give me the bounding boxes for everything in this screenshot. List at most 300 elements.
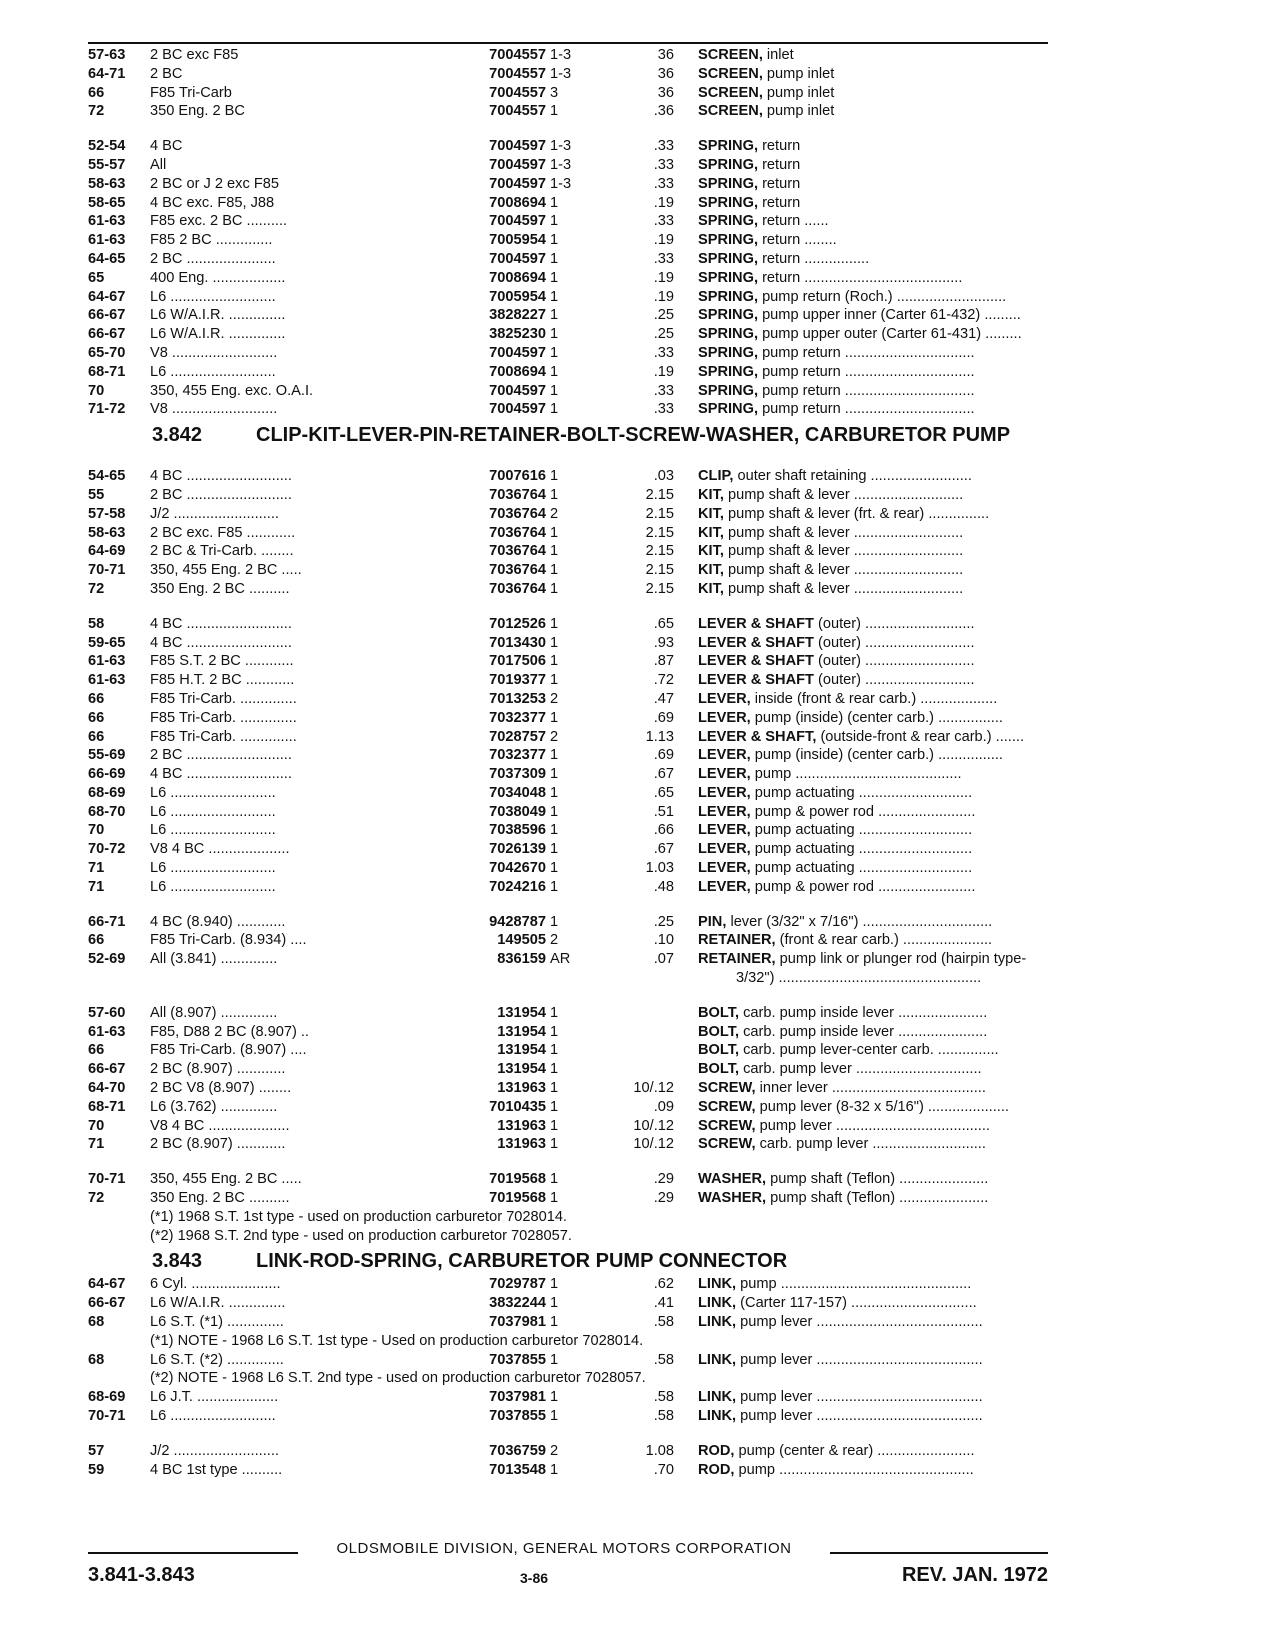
- application: L6 ..........................: [150, 878, 276, 895]
- price: .69: [653, 747, 674, 764]
- part-description: [698, 382, 1140, 401]
- model-years: 64-67: [88, 288, 126, 305]
- part-description: [698, 931, 1140, 950]
- model-years: 61-63: [88, 672, 126, 689]
- part-detail: (outer) ...........................: [813, 653, 975, 670]
- price: .33: [653, 213, 674, 230]
- parts-row: [88, 1135, 1048, 1154]
- price: .33: [653, 138, 674, 155]
- quantity: 1: [550, 401, 559, 418]
- part-description: [698, 102, 1140, 121]
- part-detail: inlet: [762, 47, 794, 63]
- parts-row: [88, 1098, 1048, 1117]
- part-description: [698, 652, 1140, 671]
- part-detail: pump ...............................................: [736, 1276, 972, 1293]
- section-heading: [88, 1249, 1048, 1275]
- application: 6 Cyl. ......................: [150, 1276, 281, 1293]
- application: 350, 455 Eng. exc. O.A.I.: [150, 382, 314, 399]
- application: V8 ..........................: [150, 344, 278, 361]
- application: L6 (3.762) ..............: [150, 1098, 278, 1115]
- part-description: [698, 1388, 1140, 1407]
- part-detail: pump (inside) (center carb.) ................: [750, 747, 1003, 764]
- part-detail: (outside-front & rear carb.) .......: [816, 728, 1025, 745]
- part-number: 7026139: [489, 841, 546, 858]
- price: 2.15: [645, 524, 674, 541]
- application: L6 S.T. (*2) ..............: [150, 1351, 284, 1368]
- parts-row: [88, 486, 1048, 505]
- part-detail: lever (3/32" x 7/16") ................................: [726, 913, 993, 930]
- part-detail: pump return (Roch.) ...........................: [758, 288, 1007, 305]
- part-number: 7038596: [489, 822, 546, 839]
- part-name: CLIP,: [698, 468, 734, 485]
- application: 2 BC ......................: [150, 250, 276, 267]
- parts-row: [88, 634, 1048, 653]
- part-name: BOLT,: [698, 1061, 740, 1078]
- model-years: 66: [88, 1042, 105, 1059]
- application: 4 BC ..........................: [150, 468, 292, 485]
- part-name: KIT,: [698, 543, 724, 560]
- model-years: 64-65: [88, 250, 126, 267]
- application: 350 Eng. 2 BC ..........: [150, 580, 290, 597]
- price: .66: [653, 822, 674, 839]
- price: 1.08: [645, 1442, 674, 1459]
- quantity: 1: [550, 288, 559, 305]
- part-name: LEVER & SHAFT: [698, 634, 814, 651]
- part-description: [698, 1461, 1140, 1480]
- part-name: SPRING,: [698, 269, 759, 286]
- quantity: 1-3: [550, 175, 572, 192]
- part-description: [698, 1442, 1140, 1461]
- price: .67: [653, 841, 674, 858]
- model-years: 72: [88, 1190, 105, 1207]
- part-number: 7029787: [489, 1276, 546, 1293]
- price: .87: [653, 653, 674, 670]
- price: .07: [653, 951, 674, 968]
- part-name: RETAINER,: [698, 932, 776, 949]
- top-rule: [88, 42, 1048, 44]
- parts-row: [88, 1388, 1048, 1407]
- part-description: [698, 542, 1140, 561]
- part-number: 7036764: [489, 505, 546, 522]
- part-name: LINK,: [698, 1295, 737, 1312]
- part-detail: pump lever .........................................: [736, 1408, 983, 1424]
- model-years: 71: [88, 878, 105, 895]
- part-number: 131954: [497, 1023, 546, 1040]
- part-description: [698, 46, 1140, 65]
- price: .19: [653, 288, 674, 305]
- model-years: 61-63: [88, 213, 126, 230]
- part-detail: pump (center & rear) ........................: [734, 1442, 975, 1459]
- price: .10: [653, 932, 674, 949]
- part-detail: pump shaft & lever (frt. & rear) ...............: [723, 505, 990, 522]
- part-detail: return .......................................: [758, 269, 963, 286]
- model-years: 65: [88, 269, 105, 286]
- quantity: 1: [550, 784, 559, 801]
- part-detail: carb. pump lever ............................: [755, 1136, 986, 1153]
- application: 2 BC & Tri-Carb. ........: [150, 543, 294, 560]
- quantity: 1: [550, 1314, 559, 1331]
- part-description: [698, 1275, 1140, 1294]
- price: .93: [653, 634, 674, 651]
- quantity: 1: [550, 913, 559, 930]
- description-continuation: [88, 969, 1048, 988]
- application: L6 ..........................: [150, 288, 276, 305]
- price: .25: [653, 326, 674, 343]
- application: 4 BC exc. F85, J88: [150, 194, 275, 211]
- price: 1.03: [645, 860, 674, 877]
- model-years: 71-72: [88, 401, 126, 418]
- model-years: 68-71: [88, 363, 126, 380]
- quantity: 1: [550, 1117, 559, 1134]
- application: L6 ..........................: [150, 1408, 276, 1424]
- part-description: [698, 913, 1140, 932]
- model-years: 59: [88, 1461, 105, 1478]
- price: .25: [653, 307, 674, 324]
- model-years: 66-67: [88, 307, 126, 324]
- part-number: 3825230: [489, 326, 546, 343]
- quantity: 1: [550, 1295, 559, 1312]
- model-years: 66-67: [88, 1295, 126, 1312]
- part-number: 7037309: [489, 766, 546, 783]
- quantity: 1-3: [550, 156, 572, 173]
- part-detail: return ......: [758, 213, 829, 230]
- part-name: SPRING,: [698, 363, 759, 380]
- part-detail: (front & rear carb.) ......................: [775, 932, 993, 949]
- part-detail: (outer) ...........................: [813, 615, 975, 632]
- quantity: 1: [550, 1351, 559, 1368]
- application: L6 ..........................: [150, 363, 276, 380]
- quantity: 1: [550, 747, 559, 764]
- part-name: LEVER,: [698, 822, 751, 839]
- parts-row: [88, 878, 1048, 897]
- part-name: SCREEN,: [698, 84, 763, 101]
- model-years: 61-63: [88, 232, 126, 249]
- part-description: [698, 1135, 1140, 1154]
- quantity: 1: [550, 1136, 559, 1153]
- part-number: 7005954: [489, 232, 546, 249]
- part-name: LEVER & SHAFT: [698, 653, 814, 670]
- part-number: 3832244: [489, 1295, 546, 1312]
- price: .51: [653, 803, 674, 820]
- part-name: LEVER,: [698, 709, 751, 726]
- part-detail: carb. pump inside lever ......................: [739, 1023, 988, 1040]
- part-name: LEVER,: [698, 860, 751, 877]
- parts-row: [88, 784, 1048, 803]
- parts-row: [88, 1294, 1048, 1313]
- part-number: 7024216: [489, 878, 546, 895]
- model-years: 71: [88, 1136, 105, 1153]
- part-number: 7037855: [489, 1351, 546, 1368]
- quantity: 1: [550, 1171, 559, 1188]
- quantity: 2: [550, 728, 559, 745]
- model-years: 52-69: [88, 951, 126, 968]
- model-years: 58-65: [88, 194, 126, 211]
- quantity: 1: [550, 878, 559, 895]
- price: 2.15: [645, 580, 674, 597]
- part-description: [698, 84, 1140, 103]
- price: .19: [653, 363, 674, 380]
- application: F85 2 BC ..............: [150, 232, 273, 249]
- part-number: 7004597: [489, 401, 546, 418]
- application: All (3.841) ..............: [150, 951, 278, 968]
- part-description: [698, 137, 1140, 156]
- model-years: 64-71: [88, 65, 126, 82]
- parts-row: [88, 524, 1048, 543]
- spacer: [88, 121, 1048, 137]
- parts-row: [88, 803, 1048, 822]
- parts-row: [88, 1275, 1048, 1294]
- part-name: SPRING,: [698, 138, 759, 155]
- part-name: LINK,: [698, 1389, 737, 1406]
- model-years: 72: [88, 580, 105, 597]
- application: F85 Tri-Carb. (8.934) ....: [150, 932, 307, 949]
- application: 350 Eng. 2 BC ..........: [150, 1190, 290, 1207]
- quantity: 1: [550, 524, 559, 541]
- part-detail: pump shaft & lever ...........................: [723, 562, 964, 579]
- quantity: 1-3: [550, 138, 572, 155]
- part-number: 9428787: [489, 913, 546, 930]
- model-years: 70: [88, 382, 105, 399]
- model-years: 70-71: [88, 562, 126, 579]
- part-detail: pump actuating ............................: [750, 841, 973, 858]
- part-number: 7008694: [489, 269, 546, 286]
- quantity: 1: [550, 1042, 559, 1059]
- model-years: 70: [88, 822, 105, 839]
- part-number: 7037981: [489, 1389, 546, 1406]
- application: L6 ..........................: [150, 860, 276, 877]
- price: .19: [653, 194, 674, 211]
- application: 2 BC exc F85: [150, 47, 239, 63]
- part-name: PIN,: [698, 913, 727, 930]
- parts-row: [88, 1060, 1048, 1079]
- parts-row: [88, 175, 1048, 194]
- parts-row: [88, 840, 1048, 859]
- part-name: KIT,: [698, 562, 724, 579]
- quantity: 1: [550, 103, 559, 120]
- parts-row: [88, 65, 1048, 84]
- part-detail: pump lever ......................................: [755, 1117, 990, 1134]
- part-name: ROD,: [698, 1461, 735, 1478]
- part-description: [698, 306, 1140, 325]
- price: 2.15: [645, 486, 674, 503]
- part-description: [698, 175, 1140, 194]
- part-detail: outer shaft retaining .........................: [733, 468, 972, 485]
- model-years: 70-72: [88, 841, 126, 858]
- price: 10/.12: [633, 1117, 674, 1134]
- model-years: 66: [88, 690, 105, 707]
- quantity: 1-3: [550, 65, 572, 82]
- part-name: KIT,: [698, 580, 724, 597]
- price: .41: [653, 1295, 674, 1312]
- quantity: 1: [550, 1461, 559, 1478]
- price: .48: [653, 878, 674, 895]
- quantity: 1: [550, 562, 559, 579]
- revision-date: REV. JAN. 1972: [901, 1564, 1048, 1586]
- part-number: 7028757: [489, 728, 546, 745]
- quantity: 1: [550, 580, 559, 597]
- part-description: [698, 1170, 1140, 1189]
- quantity: 1: [550, 307, 559, 324]
- part-name: LEVER,: [698, 803, 751, 820]
- part-name: LEVER & SHAFT: [698, 672, 814, 689]
- model-years: 57: [88, 1442, 105, 1459]
- model-years: 68-69: [88, 1389, 126, 1406]
- price: .19: [653, 232, 674, 249]
- parts-row: [88, 212, 1048, 231]
- application: V8 4 BC ....................: [150, 841, 290, 858]
- model-years: 61-63: [88, 653, 126, 670]
- footer-rule-right: [830, 1552, 1048, 1554]
- application: 350, 455 Eng. 2 BC .....: [150, 562, 302, 579]
- model-years: 59-65: [88, 634, 126, 651]
- part-description: [698, 840, 1140, 859]
- part-detail: pump shaft (Teflon) ......................: [766, 1171, 989, 1188]
- part-detail: pump lever .........................................: [736, 1389, 983, 1406]
- part-name: LINK,: [698, 1351, 737, 1368]
- parts-row: [88, 400, 1048, 419]
- price: .09: [653, 1098, 674, 1115]
- part-description: [698, 671, 1140, 690]
- part-number: 131963: [497, 1136, 546, 1153]
- price: 2.15: [645, 543, 674, 560]
- part-detail: return: [758, 194, 801, 211]
- part-description: [698, 1060, 1140, 1079]
- parts-row: [88, 931, 1048, 950]
- part-detail: pump (inside) (center carb.) ................: [750, 709, 1003, 726]
- part-description: [698, 821, 1140, 840]
- part-number: 7036764: [489, 543, 546, 560]
- quantity: 1: [550, 709, 559, 726]
- part-detail: pump actuating ............................: [750, 784, 973, 801]
- quantity: 1: [550, 486, 559, 503]
- quantity: 1: [550, 269, 559, 286]
- model-years: 68: [88, 1314, 105, 1331]
- parts-list: [88, 46, 1048, 1479]
- quantity: 1: [550, 232, 559, 249]
- part-description: [698, 1294, 1140, 1313]
- price: .58: [653, 1389, 674, 1406]
- model-years: 71: [88, 860, 105, 877]
- quantity: 2: [550, 690, 559, 707]
- price: .33: [653, 401, 674, 418]
- part-detail: return: [758, 138, 801, 155]
- model-years: 58-63: [88, 175, 126, 192]
- application: 2 BC: [150, 65, 183, 82]
- part-name: WASHER,: [698, 1190, 767, 1207]
- part-number: 7042670: [489, 860, 546, 877]
- model-years: 52-54: [88, 138, 126, 155]
- price: 36: [657, 65, 674, 82]
- model-years: 66-71: [88, 913, 126, 930]
- part-name: KIT,: [698, 505, 724, 522]
- model-years: 57-60: [88, 1004, 126, 1021]
- part-description: [698, 65, 1140, 84]
- price: .33: [653, 382, 674, 399]
- model-years: 64-69: [88, 543, 126, 560]
- quantity: 1: [550, 326, 559, 343]
- part-detail: pump shaft & lever ...........................: [723, 524, 964, 541]
- part-description: [698, 250, 1140, 269]
- model-years: 70-71: [88, 1171, 126, 1188]
- model-years: 55-69: [88, 747, 126, 764]
- part-description: [698, 1117, 1140, 1136]
- corporation-name: OLDSMOBILE DIVISION, GENERAL MOTORS CORPORATION: [336, 1540, 792, 1557]
- parts-row: [88, 269, 1048, 288]
- section-heading: [88, 423, 1048, 467]
- part-detail: pump inlet: [762, 65, 835, 82]
- part-number: 7008694: [489, 363, 546, 380]
- part-detail: pump return ................................: [758, 382, 975, 399]
- part-description: [698, 288, 1140, 307]
- quantity: 2: [550, 505, 559, 522]
- parts-row: [88, 137, 1048, 156]
- part-name: LEVER,: [698, 784, 751, 801]
- model-years: 72: [88, 103, 105, 120]
- model-years: 68-69: [88, 784, 126, 801]
- parts-row: [88, 156, 1048, 175]
- part-number: 3828227: [489, 307, 546, 324]
- part-name: SPRING,: [698, 194, 759, 211]
- application: 2 BC exc. F85 ............: [150, 524, 296, 541]
- quantity: 1: [550, 543, 559, 560]
- parts-row: [88, 1117, 1048, 1136]
- footnote: [88, 1332, 1048, 1351]
- footnote-text: (*1) 1968 S.T. 1st type - used on production carburetor 7028014.: [150, 1208, 567, 1225]
- model-years: 65-70: [88, 344, 126, 361]
- price: .58: [653, 1314, 674, 1331]
- part-number: 149505: [497, 932, 546, 949]
- parts-row: [88, 46, 1048, 65]
- part-number: 7013430: [489, 634, 546, 651]
- parts-row: [88, 746, 1048, 765]
- parts-row: [88, 467, 1048, 486]
- part-detail: pump actuating ............................: [750, 860, 973, 877]
- part-name: LEVER & SHAFT: [698, 615, 814, 632]
- part-number: 7004557: [489, 84, 546, 101]
- page-footer: [88, 1540, 1048, 1600]
- part-detail: pump actuating ............................: [750, 822, 973, 839]
- part-number: 7005954: [489, 288, 546, 305]
- part-name: SPRING,: [698, 307, 759, 324]
- part-name: LEVER,: [698, 766, 751, 783]
- price: 2.15: [645, 562, 674, 579]
- part-description: [698, 1351, 1140, 1370]
- part-number: 7004597: [489, 213, 546, 230]
- quantity: 2: [550, 932, 559, 949]
- quantity: 1: [550, 250, 559, 267]
- parts-row: [88, 671, 1048, 690]
- part-description: [698, 269, 1140, 288]
- quantity: 1: [550, 1276, 559, 1293]
- part-name: LINK,: [698, 1314, 737, 1331]
- model-years: 54-65: [88, 468, 126, 485]
- parts-row: [88, 765, 1048, 784]
- part-detail: pump shaft & lever ...........................: [723, 486, 964, 503]
- quantity: 1: [550, 344, 559, 361]
- parts-row: [88, 709, 1048, 728]
- quantity: 1: [550, 1061, 559, 1078]
- model-years: 66-69: [88, 766, 126, 783]
- quantity: 1: [550, 1080, 559, 1097]
- part-name: SPRING,: [698, 382, 759, 399]
- footnote-text: (*1) NOTE - 1968 L6 S.T. 1st type - Used on production carburetor 7028014.: [150, 1332, 644, 1349]
- model-years: 68-70: [88, 803, 126, 820]
- quantity: 1: [550, 841, 559, 858]
- part-detail: (Carter 117-157) ...............................: [736, 1295, 977, 1312]
- part-detail: pump shaft (Teflon) ......................: [766, 1190, 989, 1207]
- application: 4 BC ..........................: [150, 615, 292, 632]
- part-number: 7036764: [489, 562, 546, 579]
